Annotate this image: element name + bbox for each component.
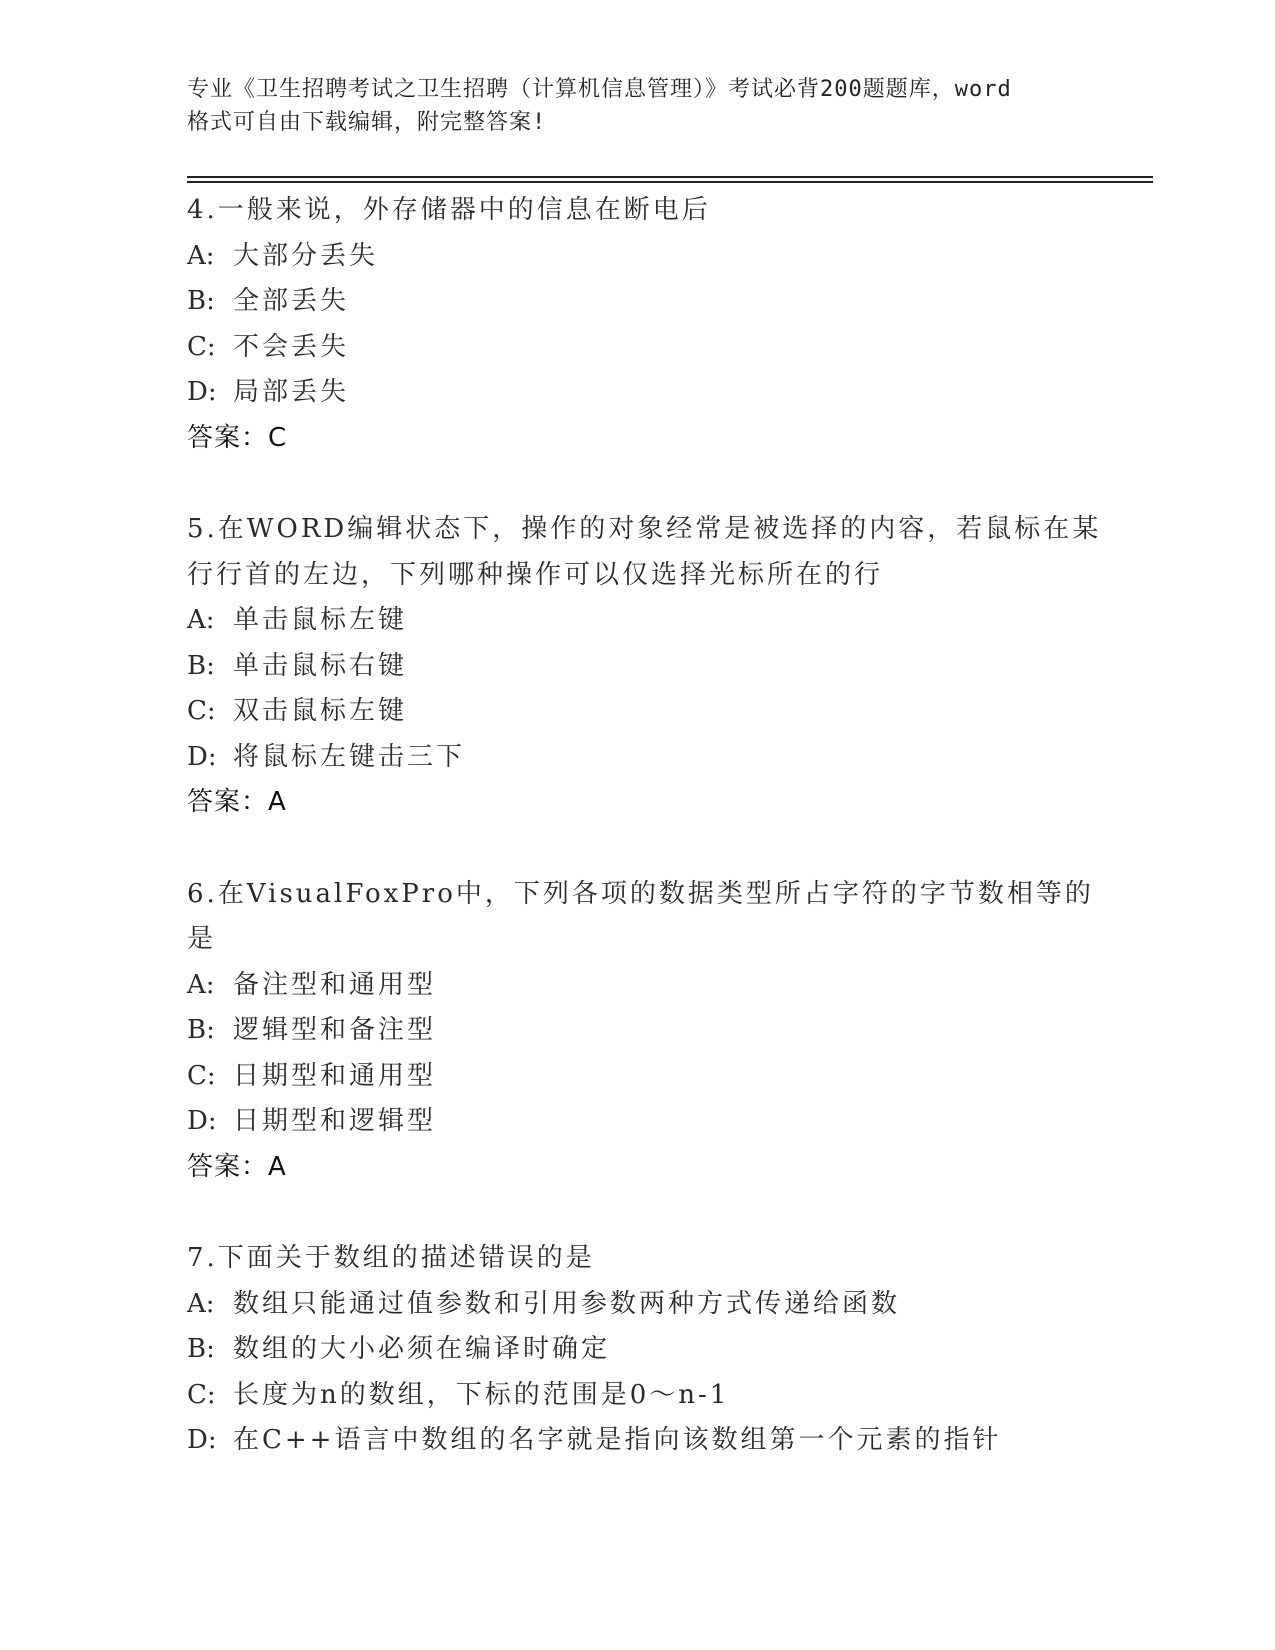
option-letter: A: [187, 1288, 215, 1319]
option-letter: D: [187, 1106, 217, 1136]
question-list [187, 188, 1102, 1464]
question-block [187, 872, 1094, 1191]
option-text: 局部丢失 [233, 377, 350, 407]
option-b [187, 644, 1087, 690]
option-a [187, 234, 1087, 280]
option-c [187, 1373, 1087, 1419]
option-letter: D: [187, 741, 217, 772]
option-letter: C: [187, 1379, 216, 1410]
option-d [187, 735, 1087, 781]
option-text: 单击鼠标右键 [233, 650, 408, 681]
question-stem: 5.在WORD编辑状态下，操作的对象经常是被选择的内容，若鼠标在某 [187, 514, 1102, 544]
option-text: 单击鼠标左键 [233, 605, 408, 635]
question-stem-continued: 是 [187, 924, 217, 954]
header-divider-bottom [187, 181, 1153, 183]
option-letter: A: [187, 605, 215, 635]
answer-line: 答案：C [187, 422, 288, 453]
answer-line: 答案：A [187, 787, 287, 817]
option-b [187, 279, 1087, 325]
option-d [187, 370, 1087, 416]
option-letter: D: [187, 1425, 217, 1455]
option-d [187, 1099, 1087, 1145]
option-letter: D: [187, 377, 217, 407]
question-block [187, 1236, 1087, 1464]
option-c [187, 325, 1087, 371]
option-b [187, 1327, 1087, 1373]
option-a [187, 598, 1087, 644]
question-stem: 7.下面关于数组的描述错误的是 [187, 1243, 595, 1273]
question-block [187, 188, 1087, 461]
option-letter: C: [187, 331, 216, 362]
option-letter: B: [187, 650, 215, 681]
question-stem-continued: 行行首的左边，下列哪种操作可以仅选择光标所在的行 [187, 559, 884, 590]
document-header [187, 73, 1087, 139]
option-letter: A: [187, 969, 215, 1000]
question-stem: 6.在VisualFoxPro中，下列各项的数据类型所占字符的字节数相等的 [187, 878, 1094, 909]
option-text: 日期型和通用型 [233, 1060, 437, 1091]
answer-line: 答案：A [187, 1151, 287, 1182]
option-c [187, 1054, 1087, 1100]
option-letter: B: [187, 286, 215, 316]
option-letter: B: [187, 1334, 215, 1364]
option-d [187, 1418, 1087, 1464]
option-text: 数组只能通过值参数和引用参数两种方式传递给函数 [233, 1288, 901, 1319]
option-text: 在C++语言中数组的名字就是指向该数组第一个元素的指针 [233, 1425, 1002, 1455]
option-text: 不会丢失 [233, 331, 350, 362]
option-text: 将鼠标左键击三下 [233, 741, 466, 772]
question-block [187, 507, 1102, 826]
option-text: 长度为n的数组，下标的范围是0～n-1 [233, 1379, 730, 1410]
option-text: 数组的大小必须在编译时确定 [233, 1334, 611, 1364]
option-b [187, 1008, 1087, 1054]
option-text: 全部丢失 [233, 286, 350, 316]
option-a [187, 963, 1087, 1009]
option-text: 逻辑型和备注型 [233, 1015, 437, 1045]
header-divider-top [187, 176, 1153, 178]
question-stem: 4.一般来说，外存储器中的信息在断电后 [187, 195, 711, 225]
header-line-1: 专业《卫生招聘考试之卫生招聘（计算机信息管理）》考试必背200题题库，word [187, 77, 1012, 102]
option-text: 大部分丢失 [233, 240, 379, 271]
header-line-2: 格式可自由下载编辑，附完整答案! [187, 110, 547, 135]
option-letter: C: [187, 1060, 216, 1091]
option-letter: C: [187, 696, 216, 726]
option-letter: B: [187, 1015, 215, 1045]
option-text: 日期型和逻辑型 [233, 1106, 437, 1136]
option-a [187, 1282, 1087, 1328]
option-letter: A: [187, 240, 215, 271]
option-text: 双击鼠标左键 [233, 696, 408, 726]
option-text: 备注型和通用型 [233, 969, 437, 1000]
option-c [187, 689, 1087, 735]
